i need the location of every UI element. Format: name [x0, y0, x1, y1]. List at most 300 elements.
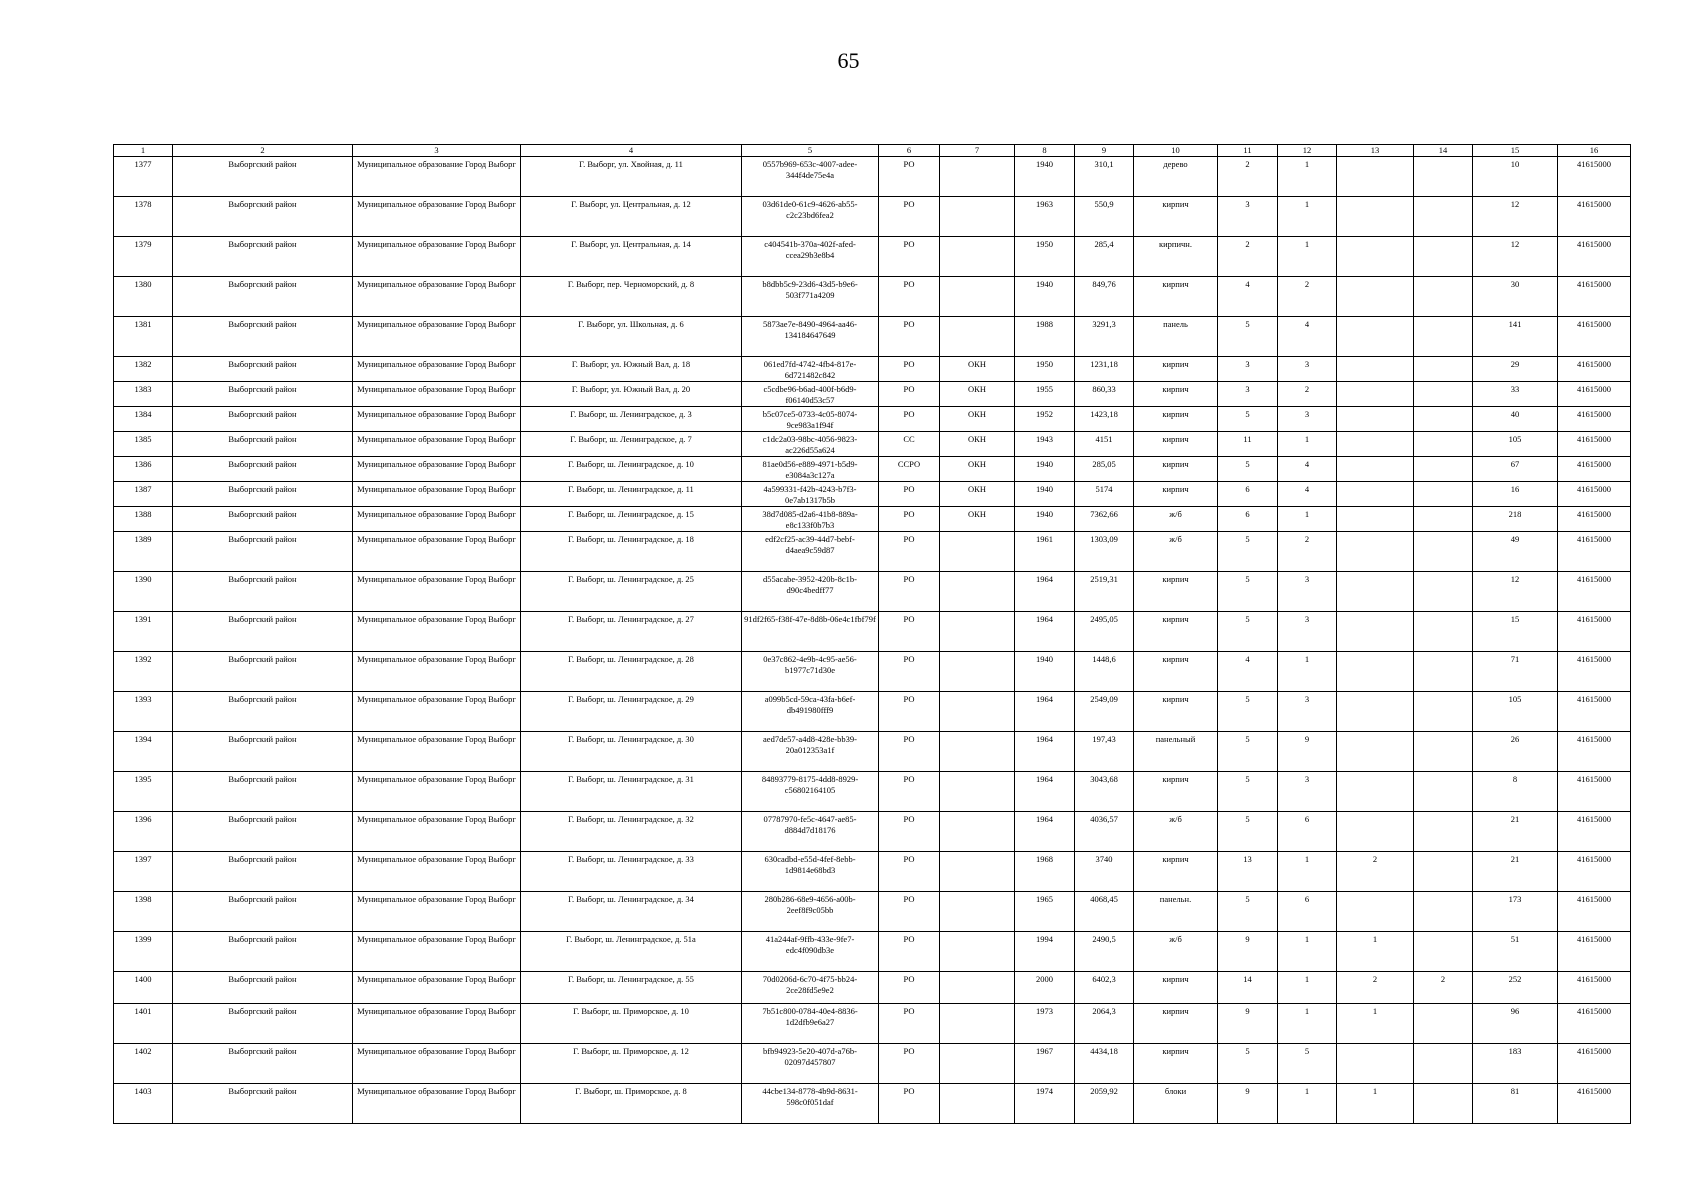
- cell-row-number: 1400: [114, 972, 173, 1004]
- cell-col-14: [1414, 1004, 1473, 1044]
- cell-build-year: 1940: [1015, 457, 1075, 482]
- column-header-1: 1: [114, 145, 173, 157]
- column-header-8: 8: [1015, 145, 1075, 157]
- cell-heritage-status: [940, 1044, 1015, 1084]
- cell-apartments: 96: [1473, 1004, 1558, 1044]
- cell-oktmo-code: 41615000: [1558, 652, 1631, 692]
- cell-build-year: 1964: [1015, 572, 1075, 612]
- column-header-2: 2: [173, 145, 353, 157]
- cell-heritage-status: ОКН: [940, 457, 1015, 482]
- cell-floors: 5: [1218, 812, 1278, 852]
- cell-type: СС: [879, 432, 940, 457]
- cell-address: Г. Выборг, ш. Ленинградское, д. 7: [521, 432, 742, 457]
- cell-fias-guid: 7b51c800-0784-40e4-8836-1d2dfb9e6a27: [742, 1004, 879, 1044]
- cell-apartments: 33: [1473, 382, 1558, 407]
- cell-row-number: 1382: [114, 357, 173, 382]
- cell-address: Г. Выборг, ш. Ленинградское, д. 33: [521, 852, 742, 892]
- column-header-12: 12: [1278, 145, 1337, 157]
- cell-district: Выборгский район: [173, 277, 353, 317]
- cell-floors: 5: [1218, 407, 1278, 432]
- table-row: [114, 357, 1631, 382]
- cell-apartments: 16: [1473, 482, 1558, 507]
- cell-build-year: 1940: [1015, 482, 1075, 507]
- table-row: [114, 852, 1631, 892]
- cell-oktmo-code: 41615000: [1558, 357, 1631, 382]
- cell-address: Г. Выборг, ш. Приморское, д. 8: [521, 1084, 742, 1124]
- cell-floors: 9: [1218, 1004, 1278, 1044]
- cell-entrances: 4: [1278, 317, 1337, 357]
- cell-wall-material: ж/б: [1134, 507, 1218, 532]
- cell-row-number: 1394: [114, 732, 173, 772]
- cell-municipality: Муниципальное образование Город Выборг: [353, 532, 521, 572]
- cell-area: 2490,5: [1075, 932, 1134, 972]
- cell-area: 4068,45: [1075, 892, 1134, 932]
- cell-heritage-status: [940, 277, 1015, 317]
- cell-address: Г. Выборг, ул. Южный Вал, д. 20: [521, 382, 742, 407]
- cell-type: РО: [879, 197, 940, 237]
- cell-entrances: 1: [1278, 1004, 1337, 1044]
- cell-build-year: 1952: [1015, 407, 1075, 432]
- cell-heritage-status: ОКН: [940, 482, 1015, 507]
- cell-col-14: [1414, 652, 1473, 692]
- cell-district: Выборгский район: [173, 572, 353, 612]
- cell-col-14: [1414, 852, 1473, 892]
- cell-floors: 2: [1218, 157, 1278, 197]
- cell-build-year: 1964: [1015, 692, 1075, 732]
- cell-area: 197,43: [1075, 732, 1134, 772]
- column-header-14: 14: [1414, 145, 1473, 157]
- cell-wall-material: кирпич: [1134, 852, 1218, 892]
- cell-fias-guid: 84893779-8175-4dd8-8929-c56802164105: [742, 772, 879, 812]
- cell-wall-material: кирпич: [1134, 972, 1218, 1004]
- cell-address: Г. Выборг, ш. Ленинградское, д. 34: [521, 892, 742, 932]
- cell-entrances: 1: [1278, 432, 1337, 457]
- cell-wall-material: кирпич: [1134, 612, 1218, 652]
- cell-apartments: 12: [1473, 237, 1558, 277]
- cell-col-13: [1337, 432, 1414, 457]
- cell-wall-material: кирпич: [1134, 407, 1218, 432]
- cell-col-13: [1337, 572, 1414, 612]
- cell-col-14: [1414, 382, 1473, 407]
- cell-fias-guid: 630cadbd-e55d-4fef-8ebb-1d9814e68bd3: [742, 852, 879, 892]
- cell-type: РО: [879, 692, 940, 732]
- cell-build-year: 1963: [1015, 197, 1075, 237]
- cell-heritage-status: ОКН: [940, 382, 1015, 407]
- cell-col-13: [1337, 457, 1414, 482]
- cell-oktmo-code: 41615000: [1558, 1084, 1631, 1124]
- cell-col-13: [1337, 652, 1414, 692]
- cell-oktmo-code: 41615000: [1558, 732, 1631, 772]
- cell-build-year: 1965: [1015, 892, 1075, 932]
- cell-apartments: 10: [1473, 157, 1558, 197]
- cell-col-13: [1337, 892, 1414, 932]
- cell-type: РО: [879, 237, 940, 277]
- cell-heritage-status: [940, 812, 1015, 852]
- cell-apartments: 12: [1473, 197, 1558, 237]
- cell-municipality: Муниципальное образование Город Выборг: [353, 612, 521, 652]
- cell-type: РО: [879, 772, 940, 812]
- column-header-13: 13: [1337, 145, 1414, 157]
- cell-type: РО: [879, 652, 940, 692]
- cell-col-14: [1414, 157, 1473, 197]
- cell-wall-material: дерево: [1134, 157, 1218, 197]
- cell-fias-guid: edf2cf25-ac39-44d7-bebf-d4aea9c59d87: [742, 532, 879, 572]
- cell-entrances: 1: [1278, 237, 1337, 277]
- cell-fias-guid: c404541b-370a-402f-afed-ccea29b3e8b4: [742, 237, 879, 277]
- cell-row-number: 1386: [114, 457, 173, 482]
- cell-heritage-status: [940, 197, 1015, 237]
- cell-col-13: [1337, 812, 1414, 852]
- cell-heritage-status: [940, 892, 1015, 932]
- cell-row-number: 1381: [114, 317, 173, 357]
- cell-col-14: [1414, 732, 1473, 772]
- column-header-4: 4: [521, 145, 742, 157]
- cell-entrances: 3: [1278, 572, 1337, 612]
- cell-col-14: 2: [1414, 972, 1473, 1004]
- cell-floors: 3: [1218, 197, 1278, 237]
- cell-fias-guid: b8dbb5c9-23d6-43d5-b9e6-503f771a4209: [742, 277, 879, 317]
- cell-apartments: 26: [1473, 732, 1558, 772]
- cell-apartments: 30: [1473, 277, 1558, 317]
- cell-col-13: [1337, 772, 1414, 812]
- table-row: [114, 507, 1631, 532]
- cell-build-year: 1964: [1015, 612, 1075, 652]
- column-header-6: 6: [879, 145, 940, 157]
- cell-district: Выборгский район: [173, 852, 353, 892]
- cell-apartments: 29: [1473, 357, 1558, 382]
- cell-entrances: 9: [1278, 732, 1337, 772]
- cell-area: 3291,3: [1075, 317, 1134, 357]
- cell-col-14: [1414, 317, 1473, 357]
- cell-fias-guid: d55acabe-3952-420b-8c1b-d90c4bedff77: [742, 572, 879, 612]
- cell-area: 285,4: [1075, 237, 1134, 277]
- cell-fias-guid: 81ae0d56-e889-4971-b5d9-e3084a3c127a: [742, 457, 879, 482]
- cell-area: 2519,31: [1075, 572, 1134, 612]
- cell-municipality: Муниципальное образование Город Выборг: [353, 157, 521, 197]
- cell-district: Выборгский район: [173, 1084, 353, 1124]
- cell-heritage-status: [940, 772, 1015, 812]
- cell-address: Г. Выборг, ш. Ленинградское, д. 10: [521, 457, 742, 482]
- cell-wall-material: кирпич: [1134, 572, 1218, 612]
- cell-wall-material: кирпич: [1134, 357, 1218, 382]
- cell-floors: 5: [1218, 692, 1278, 732]
- cell-row-number: 1389: [114, 532, 173, 572]
- cell-oktmo-code: 41615000: [1558, 1004, 1631, 1044]
- cell-build-year: 1961: [1015, 532, 1075, 572]
- cell-district: Выборгский район: [173, 507, 353, 532]
- cell-row-number: 1387: [114, 482, 173, 507]
- cell-entrances: 1: [1278, 1084, 1337, 1124]
- cell-row-number: 1392: [114, 652, 173, 692]
- cell-build-year: 1988: [1015, 317, 1075, 357]
- cell-apartments: 8: [1473, 772, 1558, 812]
- cell-row-number: 1398: [114, 892, 173, 932]
- cell-build-year: 1940: [1015, 277, 1075, 317]
- cell-oktmo-code: 41615000: [1558, 482, 1631, 507]
- cell-col-14: [1414, 612, 1473, 652]
- cell-entrances: 2: [1278, 532, 1337, 572]
- cell-row-number: 1401: [114, 1004, 173, 1044]
- cell-district: Выборгский район: [173, 812, 353, 852]
- cell-area: 6402,3: [1075, 972, 1134, 1004]
- cell-build-year: 1967: [1015, 1044, 1075, 1084]
- cell-district: Выборгский район: [173, 457, 353, 482]
- cell-build-year: 1940: [1015, 652, 1075, 692]
- cell-apartments: 51: [1473, 932, 1558, 972]
- cell-area: 1423,18: [1075, 407, 1134, 432]
- cell-district: Выборгский район: [173, 1004, 353, 1044]
- cell-municipality: Муниципальное образование Город Выборг: [353, 407, 521, 432]
- cell-heritage-status: ОКН: [940, 432, 1015, 457]
- cell-heritage-status: ОКН: [940, 407, 1015, 432]
- cell-build-year: 1964: [1015, 772, 1075, 812]
- cell-area: 310,1: [1075, 157, 1134, 197]
- cell-address: Г. Выборг, ш. Ленинградское, д. 28: [521, 652, 742, 692]
- cell-oktmo-code: 41615000: [1558, 407, 1631, 432]
- cell-district: Выборгский район: [173, 407, 353, 432]
- cell-municipality: Муниципальное образование Город Выборг: [353, 892, 521, 932]
- cell-fias-guid: 38d7d085-d2a6-41b8-889a-e8c133f0b7b3: [742, 507, 879, 532]
- cell-address: Г. Выборг, ул. Хвойная, д. 11: [521, 157, 742, 197]
- cell-entrances: 2: [1278, 382, 1337, 407]
- cell-oktmo-code: 41615000: [1558, 507, 1631, 532]
- cell-municipality: Муниципальное образование Город Выборг: [353, 317, 521, 357]
- cell-oktmo-code: 41615000: [1558, 432, 1631, 457]
- cell-address: Г. Выборг, ш. Ленинградское, д. 18: [521, 532, 742, 572]
- cell-floors: 5: [1218, 572, 1278, 612]
- cell-fias-guid: 4a599331-f42b-4243-b7f3-0e7ab1317b5b: [742, 482, 879, 507]
- cell-row-number: 1391: [114, 612, 173, 652]
- cell-wall-material: кирпич: [1134, 692, 1218, 732]
- cell-wall-material: кирпич: [1134, 1044, 1218, 1084]
- cell-col-13: 1: [1337, 932, 1414, 972]
- cell-heritage-status: [940, 1084, 1015, 1124]
- cell-entrances: 1: [1278, 852, 1337, 892]
- cell-oktmo-code: 41615000: [1558, 852, 1631, 892]
- cell-heritage-status: [940, 532, 1015, 572]
- cell-area: 1231,18: [1075, 357, 1134, 382]
- cell-col-13: 1: [1337, 1084, 1414, 1124]
- cell-wall-material: кирпич: [1134, 772, 1218, 812]
- cell-col-14: [1414, 1084, 1473, 1124]
- cell-build-year: 2000: [1015, 972, 1075, 1004]
- table-row: [114, 692, 1631, 732]
- cell-entrances: 3: [1278, 692, 1337, 732]
- cell-entrances: 4: [1278, 482, 1337, 507]
- housing-registry-table: [113, 144, 1631, 1124]
- cell-floors: 6: [1218, 507, 1278, 532]
- cell-district: Выборгский район: [173, 157, 353, 197]
- cell-floors: 5: [1218, 772, 1278, 812]
- cell-municipality: Муниципальное образование Город Выборг: [353, 732, 521, 772]
- cell-col-13: [1337, 692, 1414, 732]
- cell-row-number: 1397: [114, 852, 173, 892]
- cell-district: Выборгский район: [173, 652, 353, 692]
- cell-municipality: Муниципальное образование Город Выборг: [353, 382, 521, 407]
- cell-apartments: 105: [1473, 432, 1558, 457]
- cell-fias-guid: 07787970-fe5c-4647-ae85-d884d7d18176: [742, 812, 879, 852]
- cell-type: РО: [879, 732, 940, 772]
- cell-address: Г. Выборг, ш. Ленинградское, д. 27: [521, 612, 742, 652]
- cell-oktmo-code: 41615000: [1558, 892, 1631, 932]
- table-row: [114, 432, 1631, 457]
- cell-row-number: 1393: [114, 692, 173, 732]
- cell-area: 1448,6: [1075, 652, 1134, 692]
- cell-build-year: 1955: [1015, 382, 1075, 407]
- cell-area: 2549,09: [1075, 692, 1134, 732]
- cell-col-13: [1337, 532, 1414, 572]
- cell-entrances: 3: [1278, 357, 1337, 382]
- table-row: [114, 652, 1631, 692]
- cell-build-year: 1940: [1015, 157, 1075, 197]
- cell-col-13: [1337, 382, 1414, 407]
- column-number-row: [114, 145, 1631, 157]
- cell-address: Г. Выборг, ул. Школьная, д. 6: [521, 317, 742, 357]
- cell-heritage-status: [940, 317, 1015, 357]
- cell-floors: 3: [1218, 357, 1278, 382]
- cell-type: РО: [879, 277, 940, 317]
- cell-fias-guid: 280b286-68e9-4656-a00b-2eef8f9c05bb: [742, 892, 879, 932]
- cell-municipality: Муниципальное образование Город Выборг: [353, 852, 521, 892]
- cell-row-number: 1380: [114, 277, 173, 317]
- cell-floors: 5: [1218, 732, 1278, 772]
- cell-oktmo-code: 41615000: [1558, 692, 1631, 732]
- cell-oktmo-code: 41615000: [1558, 157, 1631, 197]
- cell-apartments: 21: [1473, 852, 1558, 892]
- cell-municipality: Муниципальное образование Город Выборг: [353, 457, 521, 482]
- cell-floors: 6: [1218, 482, 1278, 507]
- cell-address: Г. Выборг, ш. Ленинградское, д. 3: [521, 407, 742, 432]
- cell-apartments: 183: [1473, 1044, 1558, 1084]
- cell-apartments: 173: [1473, 892, 1558, 932]
- column-header-7: 7: [940, 145, 1015, 157]
- cell-municipality: Муниципальное образование Город Выборг: [353, 932, 521, 972]
- cell-floors: 4: [1218, 277, 1278, 317]
- table-row: [114, 1004, 1631, 1044]
- cell-fias-guid: c5cdbe96-b6ad-400f-b6d9-f06140d53c57: [742, 382, 879, 407]
- cell-col-13: [1337, 157, 1414, 197]
- cell-heritage-status: [940, 157, 1015, 197]
- cell-municipality: Муниципальное образование Город Выборг: [353, 572, 521, 612]
- cell-col-14: [1414, 237, 1473, 277]
- cell-oktmo-code: 41615000: [1558, 932, 1631, 972]
- cell-address: Г. Выборг, ш. Ленинградское, д. 51а: [521, 932, 742, 972]
- cell-apartments: 49: [1473, 532, 1558, 572]
- cell-col-13: [1337, 277, 1414, 317]
- cell-address: Г. Выборг, ш. Ленинградское, д. 32: [521, 812, 742, 852]
- cell-apartments: 40: [1473, 407, 1558, 432]
- cell-fias-guid: 5873ae7e-8490-4964-aa46-134184647649: [742, 317, 879, 357]
- cell-floors: 9: [1218, 1084, 1278, 1124]
- cell-build-year: 1968: [1015, 852, 1075, 892]
- cell-wall-material: блоки: [1134, 1084, 1218, 1124]
- cell-type: РО: [879, 852, 940, 892]
- cell-entrances: 3: [1278, 407, 1337, 432]
- cell-heritage-status: [940, 692, 1015, 732]
- table-row: [114, 382, 1631, 407]
- cell-heritage-status: [940, 572, 1015, 612]
- cell-col-14: [1414, 772, 1473, 812]
- column-header-16: 16: [1558, 145, 1631, 157]
- cell-heritage-status: ОКН: [940, 507, 1015, 532]
- cell-district: Выборгский район: [173, 382, 353, 407]
- cell-col-13: [1337, 482, 1414, 507]
- cell-address: Г. Выборг, ш. Ленинградское, д. 11: [521, 482, 742, 507]
- cell-district: Выборгский район: [173, 932, 353, 972]
- cell-fias-guid: aed7de57-a4d8-428e-bb39-20a012353a1f: [742, 732, 879, 772]
- cell-fias-guid: 0e37c862-4e9b-4c95-ae56-b1977c71d30e: [742, 652, 879, 692]
- cell-address: Г. Выборг, ш. Ленинградское, д. 25: [521, 572, 742, 612]
- cell-oktmo-code: 41615000: [1558, 812, 1631, 852]
- cell-row-number: 1395: [114, 772, 173, 812]
- cell-area: 860,33: [1075, 382, 1134, 407]
- table-row: [114, 277, 1631, 317]
- cell-apartments: 12: [1473, 572, 1558, 612]
- cell-district: Выборгский район: [173, 772, 353, 812]
- cell-municipality: Муниципальное образование Город Выборг: [353, 1044, 521, 1084]
- cell-build-year: 1940: [1015, 507, 1075, 532]
- cell-col-13: [1337, 317, 1414, 357]
- cell-district: Выборгский район: [173, 972, 353, 1004]
- cell-heritage-status: [940, 732, 1015, 772]
- cell-oktmo-code: 41615000: [1558, 237, 1631, 277]
- cell-wall-material: панельный: [1134, 732, 1218, 772]
- cell-area: 3043,68: [1075, 772, 1134, 812]
- cell-row-number: 1383: [114, 382, 173, 407]
- cell-apartments: 21: [1473, 812, 1558, 852]
- cell-wall-material: ж/б: [1134, 812, 1218, 852]
- table-row: [114, 197, 1631, 237]
- cell-build-year: 1994: [1015, 932, 1075, 972]
- cell-address: Г. Выборг, ш. Ленинградское, д. 15: [521, 507, 742, 532]
- cell-floors: 5: [1218, 317, 1278, 357]
- cell-col-14: [1414, 692, 1473, 732]
- cell-row-number: 1390: [114, 572, 173, 612]
- cell-fias-guid: 41a244af-9ffb-433e-9fe7-edc4f090db3e: [742, 932, 879, 972]
- cell-build-year: 1964: [1015, 732, 1075, 772]
- cell-oktmo-code: 41615000: [1558, 197, 1631, 237]
- cell-col-14: [1414, 892, 1473, 932]
- cell-area: 5174: [1075, 482, 1134, 507]
- cell-type: РО: [879, 892, 940, 932]
- cell-apartments: 71: [1473, 652, 1558, 692]
- cell-row-number: 1385: [114, 432, 173, 457]
- cell-municipality: Муниципальное образование Город Выборг: [353, 277, 521, 317]
- cell-oktmo-code: 41615000: [1558, 1044, 1631, 1084]
- cell-type: РО: [879, 157, 940, 197]
- cell-build-year: 1950: [1015, 357, 1075, 382]
- cell-row-number: 1377: [114, 157, 173, 197]
- cell-municipality: Муниципальное образование Город Выборг: [353, 652, 521, 692]
- cell-floors: 4: [1218, 652, 1278, 692]
- cell-municipality: Муниципальное образование Город Выборг: [353, 772, 521, 812]
- cell-type: РО: [879, 532, 940, 572]
- cell-floors: 5: [1218, 1044, 1278, 1084]
- cell-apartments: 105: [1473, 692, 1558, 732]
- cell-oktmo-code: 41615000: [1558, 532, 1631, 572]
- table-row: [114, 1084, 1631, 1124]
- column-header-15: 15: [1473, 145, 1558, 157]
- cell-address: Г. Выборг, ш. Ленинградское, д. 29: [521, 692, 742, 732]
- cell-municipality: Муниципальное образование Город Выборг: [353, 237, 521, 277]
- cell-area: 3740: [1075, 852, 1134, 892]
- cell-type: РО: [879, 572, 940, 612]
- cell-wall-material: кирпич: [1134, 1004, 1218, 1044]
- cell-col-13: [1337, 197, 1414, 237]
- cell-col-13: [1337, 357, 1414, 382]
- cell-district: Выборгский район: [173, 692, 353, 732]
- column-header-3: 3: [353, 145, 521, 157]
